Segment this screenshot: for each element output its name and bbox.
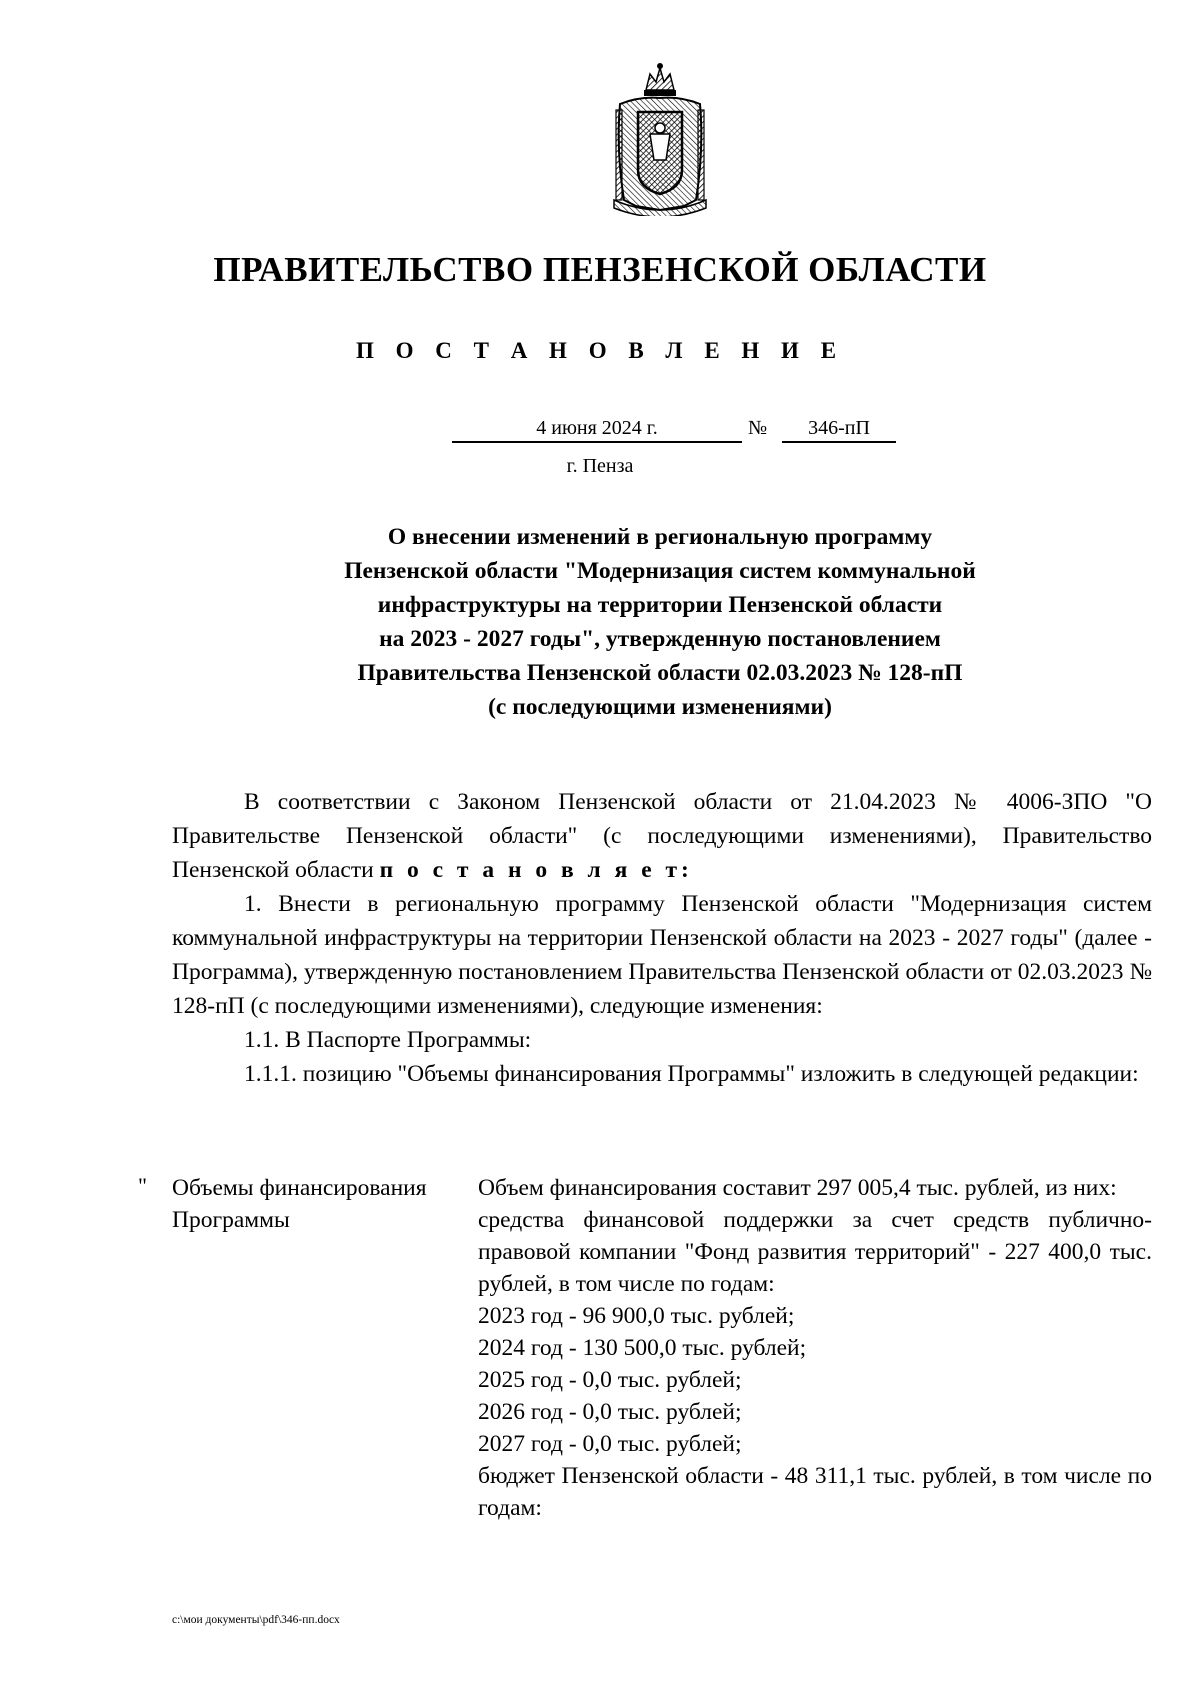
document-date: 4 июня 2024 г. <box>452 415 742 443</box>
opening-quote-mark: " <box>138 1173 147 1198</box>
item-1-paragraph: 1. Внести в региональную программу Пензенской области "Модернизация систем коммунальной инфраструктуры на территории Пензенской области на 2023 - 2027 годы" (далее - Программа), утвержденную постановлением Правительства Пензенской области от 02.03.2023 № 128-пП (с последующими изменениями), следующие изменения: <box>172 891 1152 1019</box>
preamble-text: В соответствии с Законом Пензенской области от 21.04.2023 № 4006-ЗПО "О Правительстве Пензенской области" (с последующими изменениями), Правительство Пензенской области <box>172 789 1152 883</box>
passport-line: бюджет Пензенской области - 48 311,1 тыс. рублей, в том числе по годам: <box>478 1463 1152 1521</box>
passport-line: 2023 год - 96 900,0 тыс. рублей; <box>478 1303 795 1329</box>
passport-line: Объем финансирования составит 297 005,4 тыс. рублей, из них: <box>478 1175 1117 1201</box>
subject-line: Пензенской области "Модернизация систем коммунальной <box>344 558 976 584</box>
number-sign: № <box>748 417 768 439</box>
document-city: г. Пенза <box>566 455 634 477</box>
passport-line: средства финансовой поддержки за счет средств публично-правовой компании "Фонд развития территорий" - 227 400,0 тыс. рублей, в том числе по годам: <box>478 1207 1152 1297</box>
passport-line: 2025 год - 0,0 тыс. рублей; <box>478 1367 742 1393</box>
document-number: 346-пП <box>782 415 896 443</box>
passport-line: 2026 год - 0,0 тыс. рублей; <box>478 1399 742 1425</box>
document-subject <box>240 520 1080 724</box>
passport-left-label: Объемы финансирования Программы <box>172 1175 427 1233</box>
subject-line: инфраструктуры на территории Пензенской области <box>377 592 943 618</box>
preamble-paragraph <box>172 785 1152 887</box>
subject-line: О внесении изменений в региональную программу <box>387 524 933 550</box>
subject-line: Правительства Пензенской области 02.03.2023 № 128-пП <box>357 660 963 686</box>
coat-of-arms-icon <box>606 60 714 216</box>
passport-line: 2024 год - 130 500,0 тыс. рублей; <box>478 1335 807 1361</box>
item-1-1-1-paragraph: 1.1.1. позицию "Объемы финансирования Программы" изложить в следующей редакции: <box>244 1061 1139 1087</box>
decree-word: п о с т а н о в л я е т: <box>379 857 693 883</box>
subject-line: на 2023 - 2027 годы", утвержденную постановлением <box>379 626 941 652</box>
footer-file-path: c:\мои документы\pdf\346-пп.docx <box>172 1614 340 1626</box>
document-type: П О С Т А Н О В Л Е Н И Е <box>355 338 845 363</box>
item-1-1-paragraph: 1.1. В Паспорте Программы: <box>244 1027 532 1053</box>
passport-right-column <box>478 1172 1152 1524</box>
passport-line: 2027 год - 0,0 тыс. рублей; <box>478 1431 742 1457</box>
document-body <box>172 785 1152 1091</box>
subject-line: (с последующими изменениями) <box>488 694 832 720</box>
government-title: ПРАВИТЕЛЬСТВО ПЕНЗЕНСКОЙ ОБЛАСТИ <box>213 250 987 289</box>
